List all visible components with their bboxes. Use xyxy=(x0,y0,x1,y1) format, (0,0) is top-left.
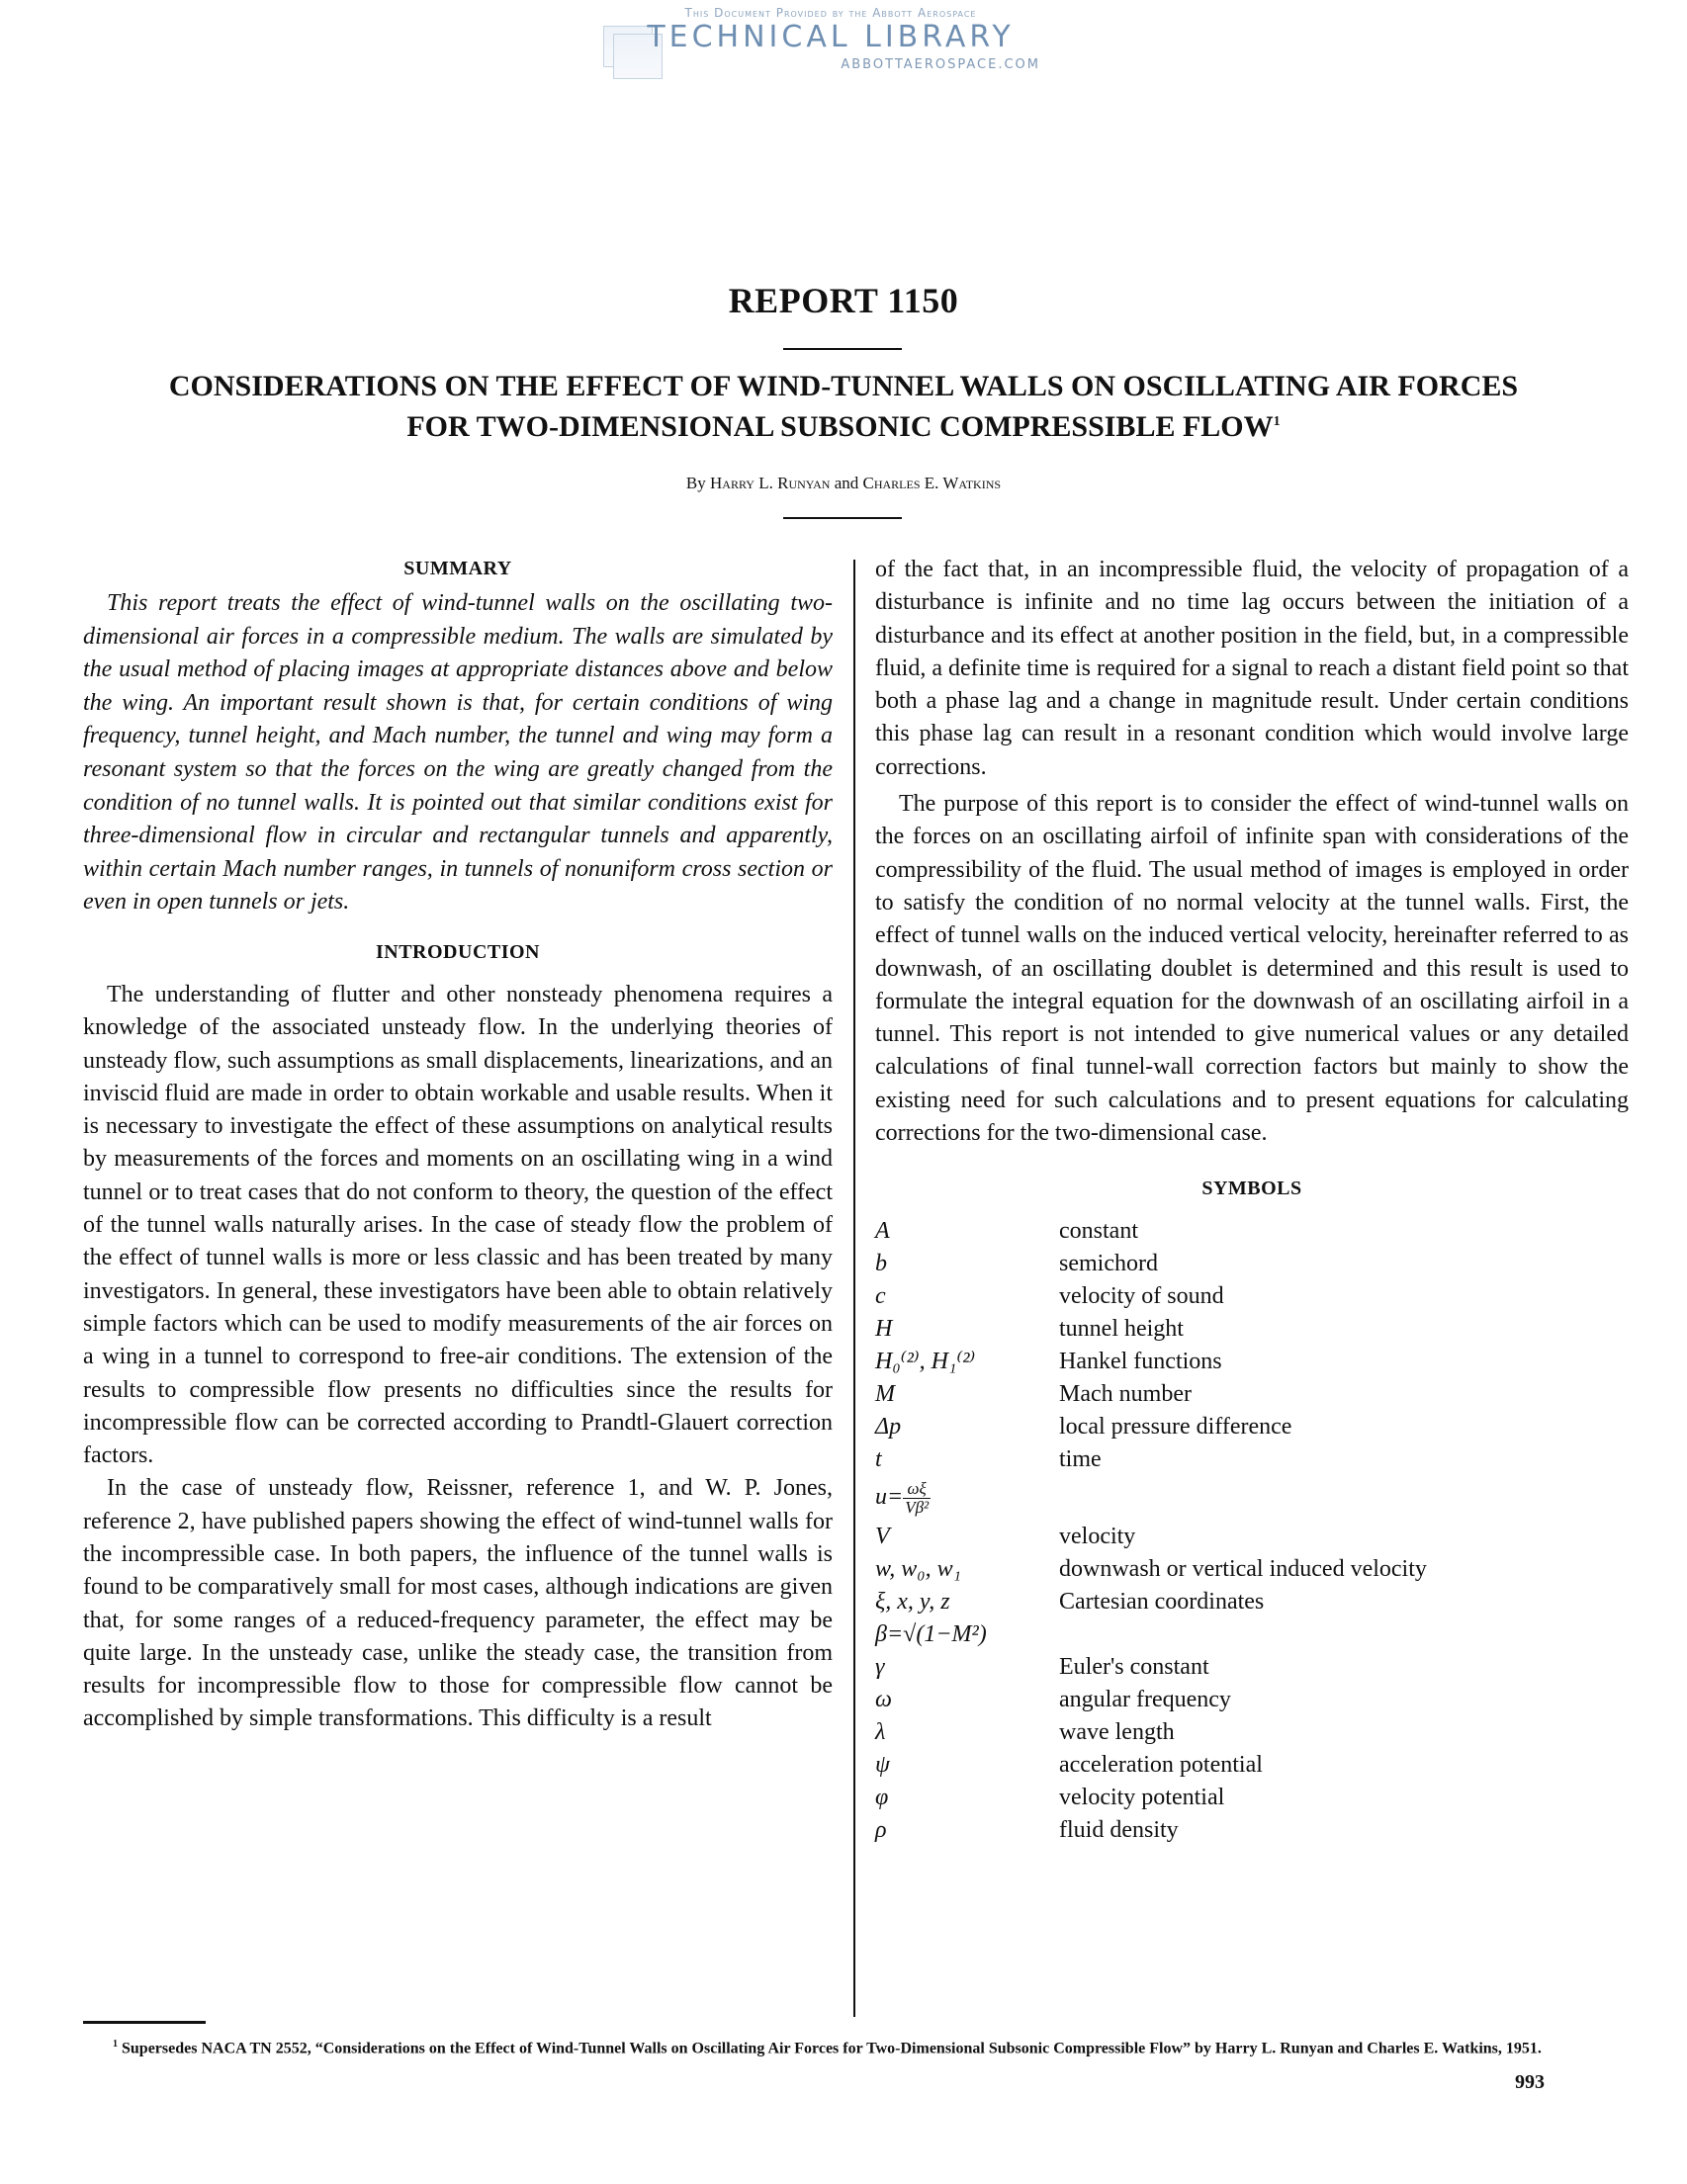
report-number: REPORT 1150 xyxy=(728,281,959,320)
symbol-row: ψ acceleration potential xyxy=(875,1752,1263,1779)
introduction-heading: INTRODUCTION xyxy=(375,940,541,963)
symbol-row: V velocity xyxy=(875,1524,1136,1550)
symbol-row: Δp local pressure difference xyxy=(875,1414,1292,1441)
symbol-row: β=√(1−M²) xyxy=(875,1621,987,1648)
author-1: Harry L. Runyan xyxy=(710,474,831,492)
symbol-row: ξ, x, y, z Cartesian coordinates xyxy=(875,1589,1265,1616)
symbol-row: φ velocity potential xyxy=(875,1785,1225,1811)
footnote-rule xyxy=(83,2021,206,2024)
symbol-row: ρ fluid density xyxy=(875,1817,1179,1844)
symbol-row: u= $\frac{\omega\xi}{\text{Vβ²}}$ xyxy=(875,1479,930,1518)
watermark-library-title: TECHNICAL LIBRARY xyxy=(647,20,1015,54)
symbol-row: ω angular frequency xyxy=(875,1687,1231,1713)
symbol-row: t time xyxy=(875,1446,1102,1473)
header-rule-top xyxy=(783,348,902,350)
left-column xyxy=(83,554,833,1736)
symbols-heading: SYMBOLS xyxy=(1201,1178,1302,1200)
symbol-row: M Mach number xyxy=(875,1381,1192,1408)
symbol-row: b semichord xyxy=(875,1251,1158,1277)
watermark-provider-text: This Document Provided by the Abbott Aerospace xyxy=(684,6,977,20)
intro-paragraph-1: The understanding of flutter and other nonsteady phenomena requires a knowledge of the associated unsteady flow. In the underlying theories of unsteady flow, such assumptions as small displacements, linearizations, and an inviscid fluid are made in order to obtain workable and usable results. When it is necessary to investigate the effect of these assumptions on analytical results by measurements of the forces and moments on an oscillating wing in a wind tunnel or to treat cases that do not conform to theory, the question of the effect of the tunnel walls naturally arises. In the case of steady flow the problem of the effect of tunnel walls is more or less classic and has been treated by many investigators. In general, these investigators have been able to obtain relatively simple factors which can be used to modify measurements of the air forces on a wing in a tunnel to correspond to free-air conditions. The extension of the results to compressible flow presents no difficulties since the results for incompressible flow can be corrected according to Prandtl-Glauert correction factors. xyxy=(83,981,833,1469)
symbol-row: γ Euler's constant xyxy=(875,1654,1209,1681)
symbol-row: c velocity of sound xyxy=(875,1283,1224,1310)
symbol-row: H₀⁽²⁾, H₁⁽²⁾ Hankel functions xyxy=(875,1349,1222,1375)
intro-paragraph-2: In the case of unsteady flow, Reissner, reference 1, and W. P. Jones, reference 2, have published papers showing the effect of wind-tunnel walls for the incompressible case. In both papers, the influence of the tunnel walls is found to be comparatively small for most cases, although indications are given that, for some ranges of a reduced-frequency parameter, the effect may be quite large. In the unsteady case, unlike the steady case, the transition from results for incompressible flow to those for compressible flow cannot be accomplished by simple transformations. This difficulty is a result xyxy=(83,1475,833,1732)
title-footnote-mark: 1 xyxy=(1273,414,1281,429)
author-2: Charles E. Watkins xyxy=(862,474,1002,492)
symbol-row: A constant xyxy=(875,1218,1138,1245)
watermark xyxy=(593,6,1068,95)
symbol-row: λ wave length xyxy=(875,1719,1175,1746)
footnote-mark: 1 xyxy=(113,2039,118,2050)
paper-title xyxy=(59,369,1628,445)
watermark-url: ABBOTTAEROSPACE.COM xyxy=(841,57,1040,72)
footnote: $^1$ Supersedes NACA TN 2552, “Considerations on the Effect of Wind-Tunnel Walls on Oscillating Air Forces for Two-Dimensional Subsonic Compressible Flow” by Harry L. Runyan and Charles E. Watkins, 1951. xyxy=(113,2039,1542,2057)
title-line-2: FOR TWO-DIMENSIONAL SUBSONIC COMPRESSIBLE FLOW$^1$ xyxy=(406,410,1281,443)
column-divider xyxy=(853,560,855,2017)
summary-heading: SUMMARY xyxy=(403,558,512,579)
purpose-paragraph: The purpose of this report is to consider the effect of wind-tunnel walls on the forces on an oscillating airfoil of infinite span with considerations of the compressibility of the fluid. The usual method of images is employed in order to satisfy the condition of no normal velocity at the tunnel walls. First, the effect of tunnel walls on the induced vertical velocity, hereinafter referred to as downwash, of an oscillating doublet is determined and this result is used to formulate the integral equation for the downwash of an oscillating airfoil in a tunnel. This report is not intended to give numerical values or any detailed calculations of final tunnel-wall correction factors but mainly to show the existing need for such calculations and to present equations for calculating corrections for the two-dimensional case. xyxy=(875,791,1629,1147)
right-column xyxy=(875,554,1629,1847)
fraction: $\frac{\omega\xi}{\text{Vβ²}}$ xyxy=(905,1479,930,1518)
header-rule-bottom xyxy=(783,517,902,519)
symbol-row: w, w₀, w₁ downwash or vertical induced velocity xyxy=(875,1556,1427,1583)
title-line-1: CONSIDERATIONS ON THE EFFECT OF WIND-TUNNEL WALLS ON OSCILLATING AIR FORCES xyxy=(168,370,1519,402)
symbol-row: H tunnel height xyxy=(875,1316,1184,1343)
intro-continuation: of the fact that, in an incompressible fluid, the velocity of propagation of a disturbance is infinite and no time lag occurs between the initiation of a disturbance and its effect at another position in the field, but, in a compressible fluid, a definite time is required for a signal to reach a distant field point so that both a phase lag and a change in magnitude result. Under certain conditions this phase lag can result in a resonant condition which would involve large corrections. xyxy=(875,557,1629,780)
page-number: 993 xyxy=(1515,2071,1545,2093)
summary-text: This report treats the effect of wind-tunnel walls on the oscillating two-dimensional air forces in a compressible medium. The walls are simulated by the usual method of placing images at appropriate distances above and below the wing. An important result shown is that, for certain conditions of wing frequency, tunnel height, and Mach number, the tunnel and wing may form a resonant system so that the forces on the wing are greatly changed from the condition of no tunnel walls. It is pointed out that similar conditions exist for three-dimensional flow in circular and rectangular tunnels and apparently, within certain Mach number ranges, in tunnels of nonuniform cross section or even in open tunnels or jets. xyxy=(83,590,833,916)
symbols-table xyxy=(875,1215,1629,1847)
byline: By Harry L. Runyan and Charles E. Watkins xyxy=(685,474,1002,492)
